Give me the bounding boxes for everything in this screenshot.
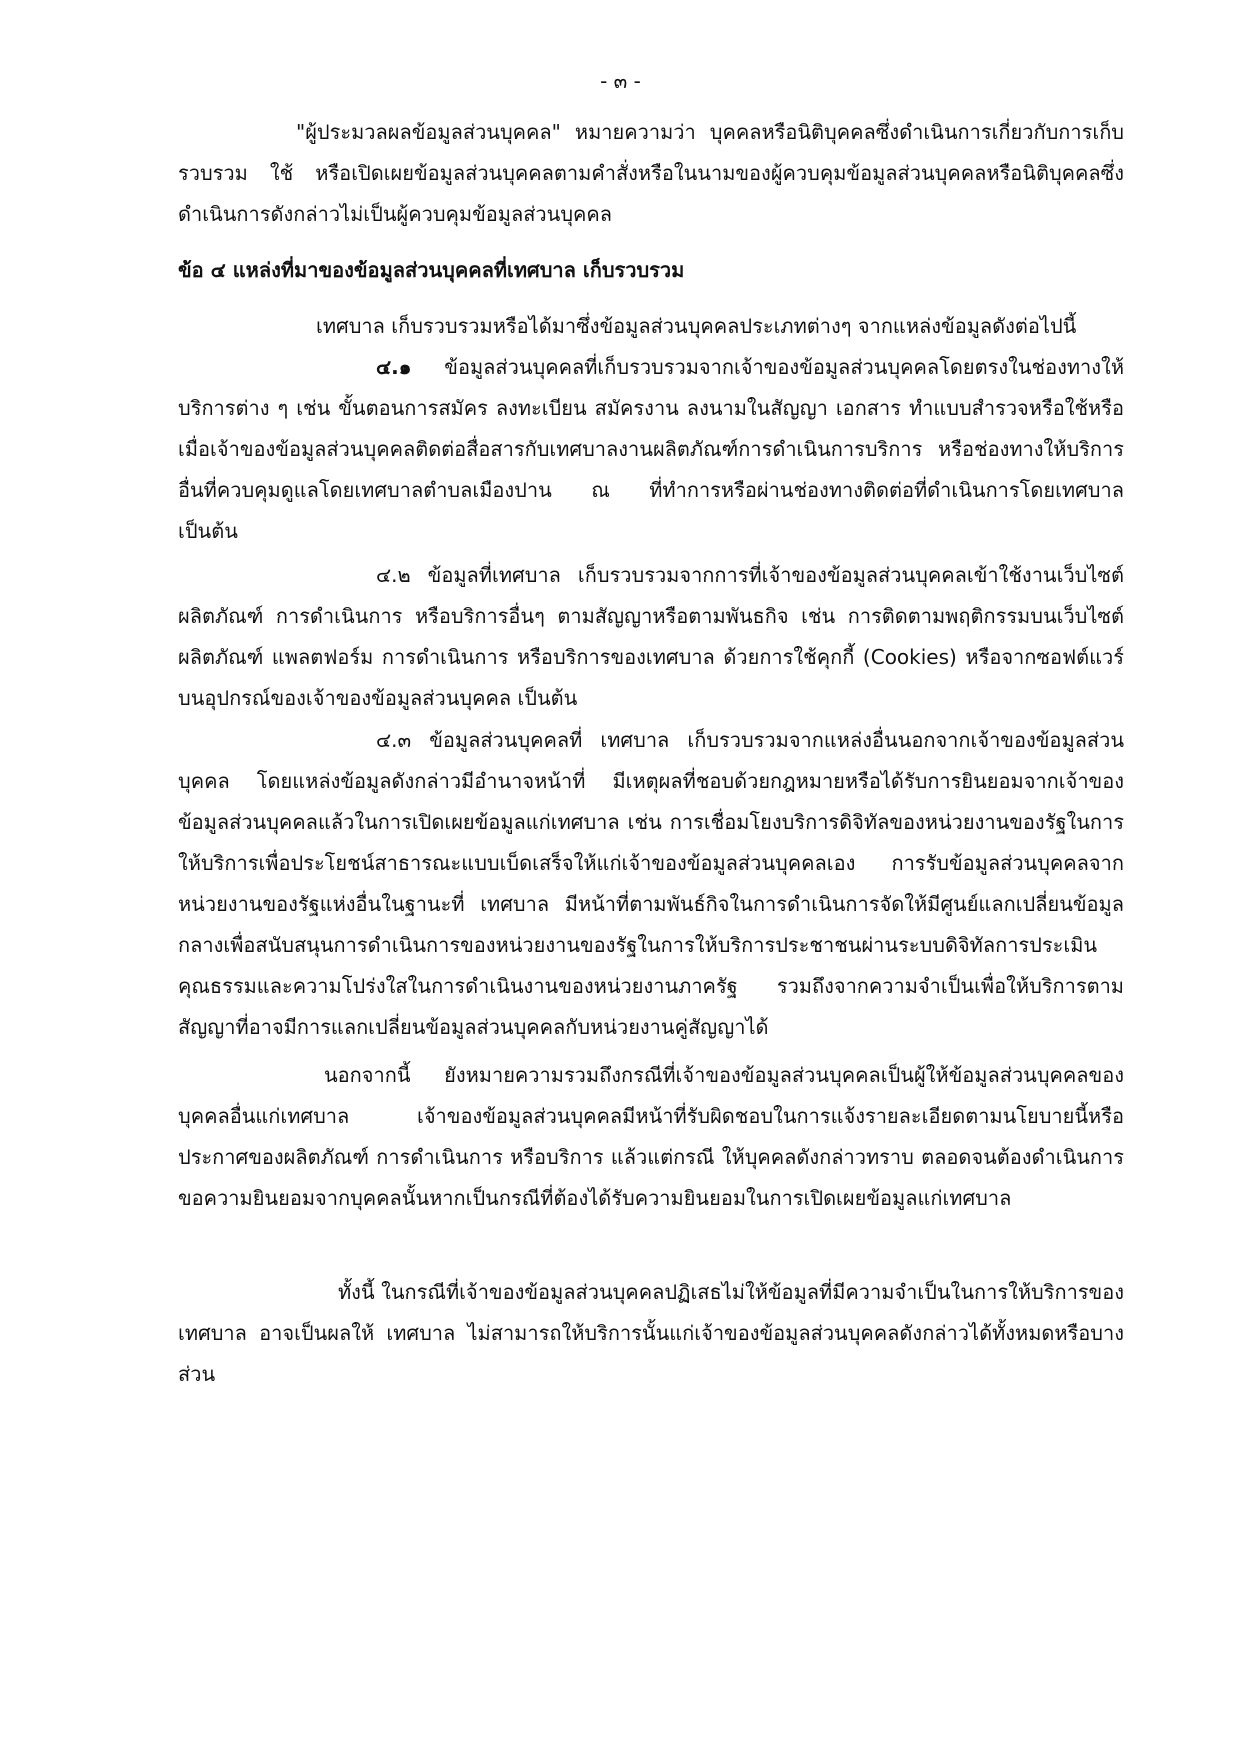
additional-paragraph [178,1055,1124,1219]
section-4-intro [178,306,1124,347]
item-4-3-text: ๔.๓ ข้อมูลส่วนบุคคลที่ เทศบาล เก็บรวบรวมจากแหล่งอื่นนอกจากเจ้าของข้อมูลส่วนบุคคล โดยแหล่งข้อมูลดังกล่าวมีอำนาจหน้าที่ มีเหตุผลที่ชอบด้วยกฎหมายหรือได้รับการยินยอมจากเจ้าของข้อมูลส่วนบุคคลแล้วในการเปิดเผยข้อมูลแก่เทศบาล เช่น การเชื่อมโยงบริการดิจิทัลของหน่วยงานของรัฐในการให้บริการเพื่อประโยชน์สาธารณะแบบเบ็ดเสร็จให้แก่เจ้าของข้อมูลส่วนบุคคลเอง การรับข้อมูลส่วนบุคคลจากหน่วยงานของรัฐแห่งอื่นในฐานะที่ เทศบาล มีหน้าที่ตามพันธ์กิจในการดำเนินการจัดให้มีศูนย์แลกเปลี่ยนข้อมูลกลางเพื่อสนับสนุนการดำเนินการของหน่วยงานของรัฐในการให้บริการประชาชนผ่านระบบดิจิทัลการประเมินคุณธรรมและความโปร่งใสในการดำเนินงานของหน่วยงานภาครัฐ รวมถึงจากความจำเป็นเพื่อให้บริการตามสัญญาที่อาจมีการแลกเปลี่ยนข้อมูลส่วนบุคคลกับหน่วยงานคู่สัญญาได้ [178,728,1124,1039]
item-4-1-number: ๔.๑ [376,355,412,379]
page-number: - ๓ - [600,69,641,93]
section-4-heading: ข้อ ๔ แหล่งที่มาของข้อมูลส่วนบุคคลที่เทศบาล เก็บรวบรวม [178,258,685,282]
definition-text: "ผู้ประมวลผลข้อมูลส่วนบุคคล" หมายความว่า บุคคลหรือนิติบุคคลซึ่งดำเนินการเกี่ยวกับการเก็บรวบรวม ใช้ หรือเปิดเผยข้อมูลส่วนบุคคลตามคำสั่งหรือในนามของผู้ควบคุมข้อมูลส่วนบุคคลหรือนิติบุคคลซึ่งดำเนินการดังกล่าวไม่เป็นผู้ควบคุมข้อมูลส่วนบุคคล [178,120,1124,226]
section-4-intro-text: เทศบาล เก็บรวบรวมหรือได้มาซึ่งข้อมูลส่วนบุคคลประเภทต่างๆ จากแหล่งข้อมูลดังต่อไปนี้ [316,314,1077,338]
item-4-1-text: ข้อมูลส่วนบุคคลที่เก็บรวบรวมจากเจ้าของข้อมูลส่วนบุคคลโดยตรงในช่องทางให้บริการต่าง ๆ เช่น ขั้นตอนการสมัคร ลงทะเบียน สมัครงาน ลงนามในสัญญา เอกสาร ทำแบบสำรวจหรือใช้หรือเมื่อเจ้าของข้อมูลส่วนบุคคลติดต่อสื่อสารกับเทศบาลงานผลิตภัณฑ์การดำเนินการบริการ หรือช่องทางให้บริการอื่นที่ควบคุมดูแลโดยเทศบาลตำบลเมืองปาน ณ ที่ทำการหรือผ่านช่องทางติดต่อที่ดำเนินการโดยเทศบาล เป็นต้น [178,355,1124,543]
refusal-text: ทั้งนี้ ในกรณีที่เจ้าของข้อมูลส่วนบุคคลปฏิเสธไม่ให้ข้อมูลที่มีความจำเป็นในการให้บริการของเทศบาล อาจเป็นผลให้ เทศบาล ไม่สามารถให้บริการนั้นแก่เจ้าของข้อมูลส่วนบุคคลดังกล่าวได้ทั้งหมดหรือบางส่วน [178,1280,1124,1386]
definition-paragraph [178,112,1124,235]
item-4-2-text: ๔.๒ ข้อมูลที่เทศบาล เก็บรวบรวมจากการที่เจ้าของข้อมูลส่วนบุคคลเข้าใช้งานเว็บไซต์ผลิตภัณฑ์ การดำเนินการ หรือบริการอื่นๆ ตามสัญญาหรือตามพันธกิจ เช่น การติดตามพฤติกรรมบนเว็บไซต์ผลิตภัณฑ์ แพลตฟอร์ม การดำเนินการ หรือบริการของเทศบาล ด้วยการใช้คุกกี้ (Cookies) หรือจากซอฟต์แวร์บนอุปกรณ์ของเจ้าของข้อมูลส่วนบุคคล เป็นต้น [178,563,1124,710]
item-4-2-paragraph [178,555,1124,719]
item-4-1-paragraph [178,347,1124,552]
item-4-3-paragraph [178,720,1124,1048]
refusal-paragraph [178,1272,1124,1395]
additional-text: นอกจากนี้ ยังหมายความรวมถึงกรณีที่เจ้าของข้อมูลส่วนบุคคลเป็นผู้ให้ข้อมูลส่วนบุคคลของบุคคลอื่นแก่เทศบาล เจ้าของข้อมูลส่วนบุคคลมีหน้าที่รับผิดชอบในการแจ้งรายละเอียดตามนโยบายนี้หรือประกาศของผลิตภัณฑ์ การดำเนินการ หรือบริการ แล้วแต่กรณี ให้บุคคลดังกล่าวทราบ ตลอดจนต้องดำเนินการขอความยินยอมจากบุคคลนั้นหากเป็นกรณีที่ต้องได้รับความยินยอมในการเปิดเผยข้อมูลแก่เทศบาล [178,1063,1125,1210]
